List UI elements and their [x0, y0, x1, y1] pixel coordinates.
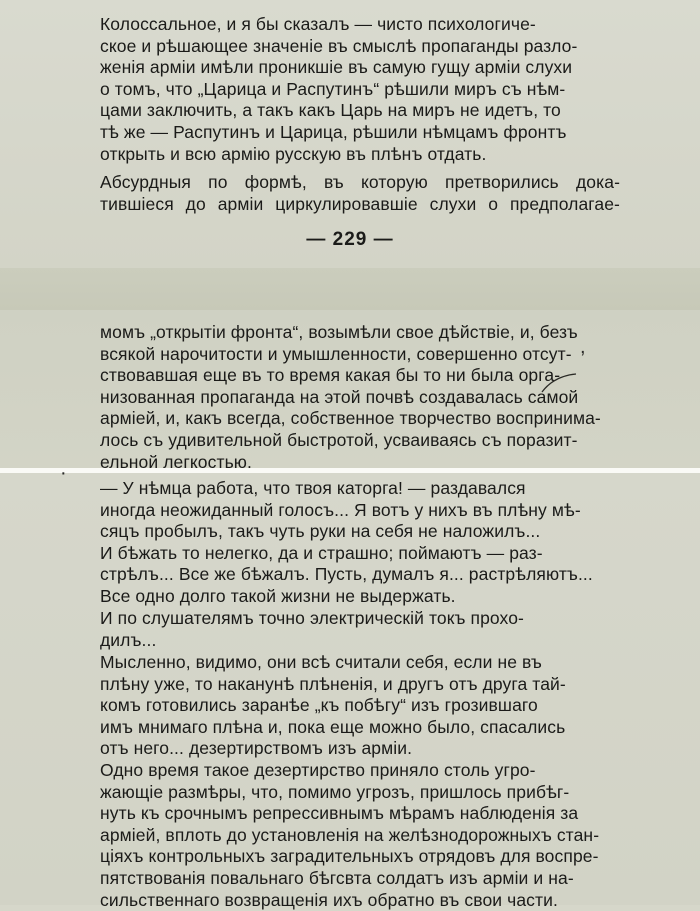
bottom-paragraph-1: — У нѣмца работа, что твоя каторга! — раздавался иногда неожиданный голосъ... Я вотъ у нихъ въ плѣну мѣ- сяцъ пробылъ, такъ чуть руки на себя не наложилъ... И бѣжать то нелегко, да и страшно; поймаютъ — раз- стрѣлъ... Все же бѣжалъ. Пусть, думалъ я... растрѣляютъ... Все одно долго такой жизни не выдержать. [100, 478, 593, 606]
pencil-mark-icon [540, 370, 580, 400]
top-paragraph-2: Абсурдныя по формѣ, въ которую претворились дока- тившіеся до арміи циркулировавшіе слухи о предполагае- [100, 172, 620, 214]
stray-mark-comma: , [580, 336, 586, 358]
stray-mark-dot: · [60, 462, 67, 484]
bottom-paragraph-2: И по слушателямъ точно электрическій токъ прохо- дилъ... [100, 608, 524, 650]
page-number: — 229 — [306, 229, 394, 250]
bottom-paragraph-3: Мысленно, видимо, они всѣ считали себя, если не въ плѣну уже, то наканунѣ плѣненія, и другъ отъ друга тай- комъ готовились заранѣе „къ побѣгу“ изъ грозившаго имъ мнимаго плѣна и, пока еще можно было, спасались отъ него... дезертирствомъ изъ арміи. [100, 652, 566, 759]
page-gap-band [0, 268, 700, 310]
top-paragraph-1: Колоссальное, и я бы сказалъ — чисто психологиче- ское и рѣшающее значеніе въ смыслѣ пропаганды разло- женія арміи имѣли проникшіе въ самую гущу арміи слухи о томъ, что „Царица и Распутинъ“ рѣшили миръ съ нѣм- цами заключить, а такъ какъ Царь на миръ не идетъ, то тѣ же — Распутинъ и Царица, рѣшили нѣмцамъ фронтъ открыть и всю армію русскую въ плѣнъ отдать. [100, 14, 578, 164]
bottom-paragraph-4: Одно время такое дезертирство приняло столь угро- жающіе размѣры, что, помимо угрозъ, пришлось прибѣг- нуть къ срочнымъ репрессивнымъ мѣрамъ наблюденія за арміей, вплоть до установленія на желѣзнодорожныхъ стан- ціяхъ контрольныхъ заградительныхъ отрядовъ для воспре- пятствованія повальнаго бѣгсвта солдатъ изъ арміи и на- сильственнаго возвращенія ихъ обратно въ свои части. [100, 760, 600, 910]
middle-paragraph-1: момъ „открытіи фронта“, возымѣли свое дѣйствіе, и, безъ всякой нарочитости и умышленности, совершенно отсут- ствовавшая еще въ то время какая бы то ни была орга- низованная пропаганда на этой почвѣ создавалась самой арміей, и, какъ всегда, собственное творчество воспринима- лось съ удивительной быстротой, усваиваясь съ поразит- ельной легкостью. [100, 322, 601, 472]
